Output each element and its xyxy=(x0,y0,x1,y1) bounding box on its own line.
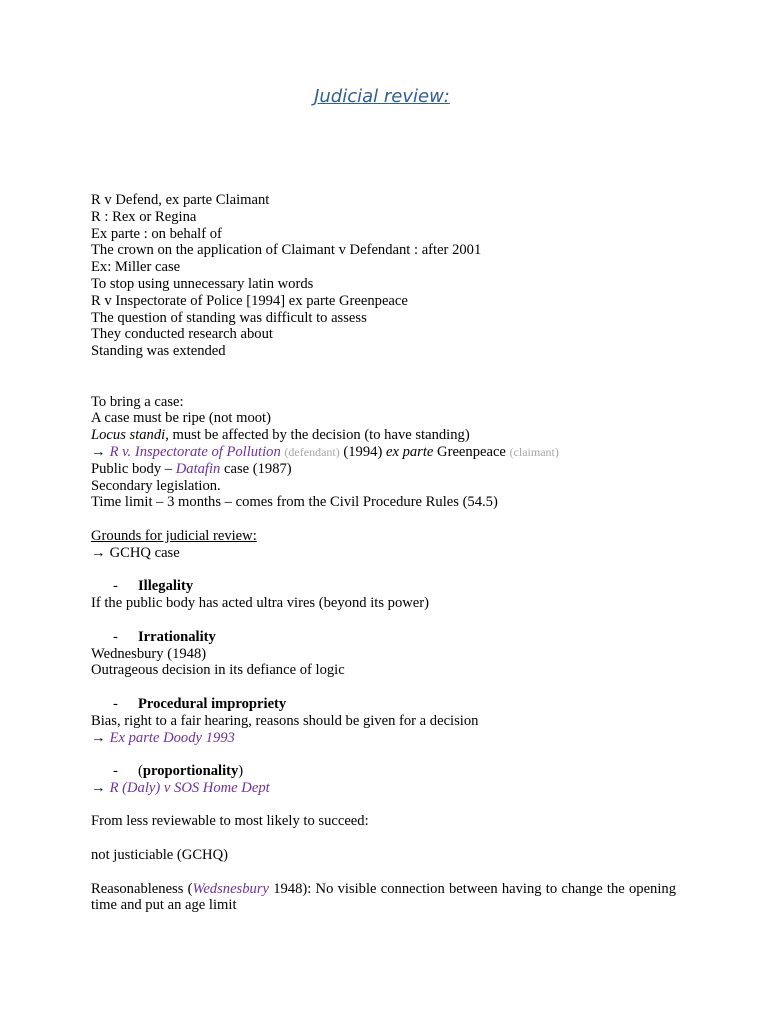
case-citation: Wedsnesbury xyxy=(192,880,269,897)
text-line: Locus standi, must be affected by the decision (to have standing) xyxy=(91,427,470,444)
arrow-icon: → xyxy=(91,544,106,561)
bullet-dash: - xyxy=(113,578,118,595)
text-line: R : Rex or Regina xyxy=(91,208,197,225)
case-citation: R (Daly) v SOS Home Dept xyxy=(109,779,270,796)
bullet-item: - (proportionality) xyxy=(113,763,244,780)
section-heading-bring-case: To bring a case: xyxy=(91,393,184,410)
text-line: Time limit – 3 months – comes from the Civil Procedure Rules (54.5) xyxy=(91,494,498,511)
text-line: Outrageous decision in its defiance of logic xyxy=(91,662,345,679)
case-citation: Datafin xyxy=(175,460,221,477)
locus-standi: Locus standi, xyxy=(91,427,169,444)
text-line: not justiciable (GCHQ) xyxy=(91,847,228,864)
text-line xyxy=(91,780,676,797)
bullet-item xyxy=(91,578,676,595)
arrow-icon: → xyxy=(91,779,106,796)
text-line: Ex parte : on behalf of xyxy=(91,225,222,242)
text-line: → R v. Inspectorate of Pollution (defendant) (1994) ex parte Greenpeace (claimant) xyxy=(91,443,559,460)
bullet-dash: - xyxy=(113,763,118,780)
case-citation: R v. Inspectorate of Pollution xyxy=(109,443,281,460)
annotation: (defendant) xyxy=(284,444,340,459)
text-line: → GCHQ case xyxy=(91,544,180,561)
annotation: (claimant) xyxy=(509,444,559,459)
bullet-dash: - xyxy=(113,628,118,645)
text-line: To stop using unnecessary latin words xyxy=(91,275,314,292)
text-line: Bias, right to a fair hearing, reasons should be given for a decision xyxy=(91,712,479,729)
case-citation: Ex parte Doody 1993 xyxy=(109,729,235,746)
ground-label: proportionality xyxy=(142,763,239,780)
text-line: Ex: Miller case xyxy=(91,259,181,276)
bullet-item xyxy=(91,629,676,646)
text-line: If the public body has acted ultra vires (beyond its power) xyxy=(91,595,429,612)
text-line: The question of standing was difficult to assess xyxy=(91,309,367,326)
text-paragraph: Reasonableness (Wedsnesbury 1948): No visible connection between having to change the opening time and put an age limit xyxy=(91,880,676,914)
page-title: Judicial review: xyxy=(314,86,450,107)
text-line: They conducted research about xyxy=(91,326,273,343)
text-line: R v Inspectorate of Police [1994] ex parte Greenpeace xyxy=(91,292,408,309)
text-line: The crown on the application of Claimant v Defendant : after 2001 xyxy=(91,242,482,259)
ground-label: Irrationality xyxy=(138,628,216,645)
arrow-icon: → xyxy=(91,443,106,460)
text-line: A case must be ripe (not moot) xyxy=(91,410,271,427)
text-line: From less reviewable to most likely to succeed: xyxy=(91,813,369,830)
section-heading-grounds: Grounds for judicial review: xyxy=(91,527,257,544)
bullet-dash: - xyxy=(113,695,118,712)
text-line: Secondary legislation. xyxy=(91,477,221,494)
text-line xyxy=(91,730,676,747)
text-line: R v Defend, ex parte Claimant xyxy=(91,192,270,208)
document-body xyxy=(91,192,676,914)
bullet-item xyxy=(91,696,676,713)
text-line: Wednesbury (1948) xyxy=(91,645,207,662)
arrow-icon: → xyxy=(91,729,106,746)
text-line: Standing was extended xyxy=(91,343,226,360)
ground-label: Illegality xyxy=(138,578,194,595)
ground-label: Procedural impropriety xyxy=(138,695,287,712)
text-line: Public body – Datafin case (1987) xyxy=(91,460,292,477)
